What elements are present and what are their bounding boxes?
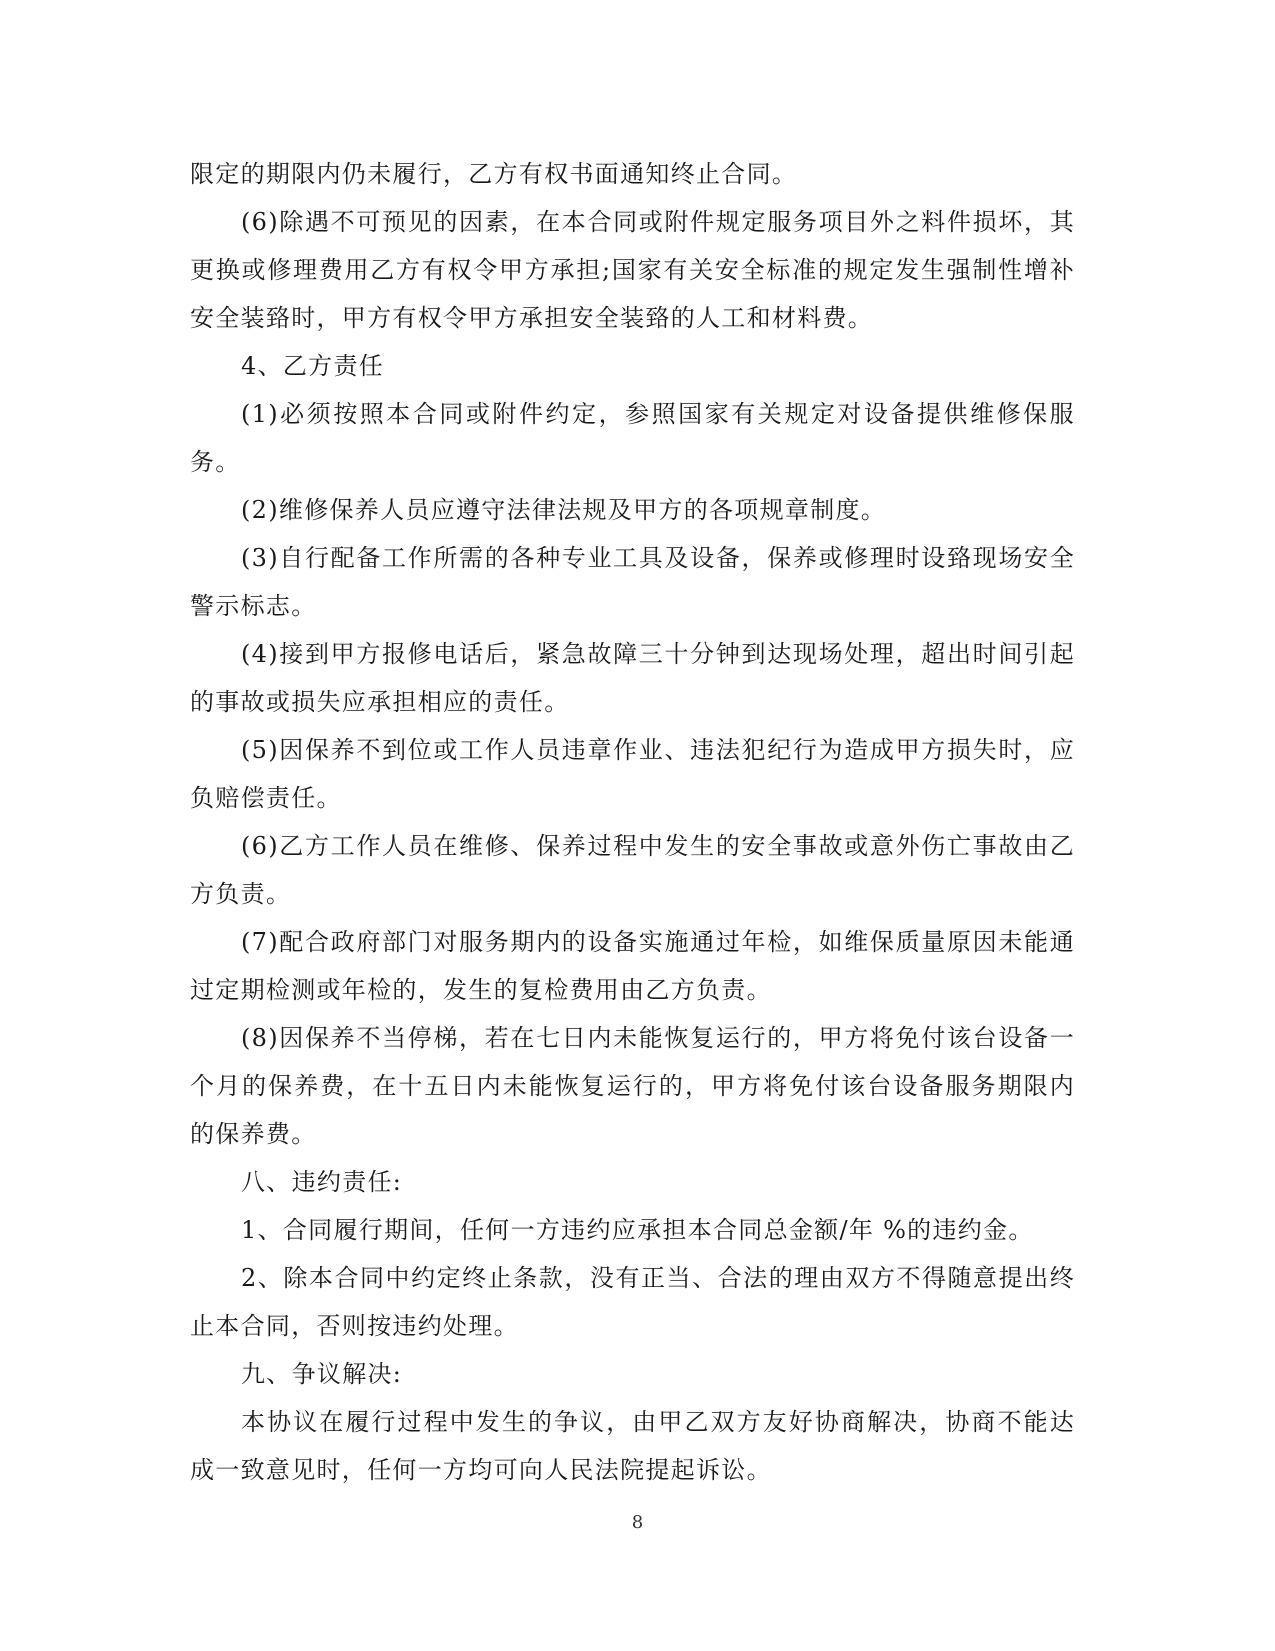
paragraph-8: (5)因保养不到位或工作人员违章作业、违法犯纪行为造成甲方损失时，应负赔偿责任。 xyxy=(190,736,1075,812)
section-heading-party-b-duties: 4、乙方责任 xyxy=(241,352,385,380)
paragraph-6: (3)自行配备工作所需的各种专业工具及设备，保养或修理时设臵现场安全警示标志。 xyxy=(190,544,1075,620)
paragraph-1: 限定的期限内仍未履行，乙方有权书面通知终止合同。 xyxy=(190,160,798,188)
paragraph-11: (8)因保养不当停梯，若在七日内未能恢复运行的，甲方将免付该台设备一个月的保养费，在十五日内未能恢复运行的，甲方将免付该台设备服务期限内的保养费。 xyxy=(190,1024,1075,1148)
paragraph-13: 1、合同履行期间，任何一方违约应承担本合同总金额/年 %的违约金。 xyxy=(241,1216,1034,1244)
section-heading-breach-liability: 八、违约责任: xyxy=(241,1168,403,1196)
document-body xyxy=(190,150,1075,1494)
paragraph-10: (7)配合政府部门对服务期内的设备实施通过年检，如维保质量原因未能通过定期检测或年检的，发生的复检费用由乙方负责。 xyxy=(190,928,1075,1004)
paragraph-14: 2、除本合同中约定终止条款，没有正当、合法的理由双方不得随意提出终止本合同，否则按违约处理。 xyxy=(190,1264,1075,1340)
paragraph-4: (1)必须按照本合同或附件约定，参照国家有关规定对设备提供维修保服务。 xyxy=(190,400,1075,476)
section-heading-dispute-resolution: 九、争议解决: xyxy=(241,1360,403,1388)
paragraph-9: (6)乙方工作人员在维修、保养过程中发生的安全事故或意外伤亡事故由乙方负责。 xyxy=(190,832,1075,908)
paragraph-2: (6)除遇不可预见的因素，在本合同或附件规定服务项目外之料件损坏，其更换或修理费用乙方有权令甲方承担;国家有关安全标准的规定发生强制性增补安全装臵时，甲方有权令甲方承担安全装臵的人工和材料费。 xyxy=(190,208,1075,332)
paragraph-7: (4)接到甲方报修电话后，紧急故障三十分钟到达现场处理，超出时间引起的事故或损失应承担相应的责任。 xyxy=(190,640,1075,716)
page-number: 8 xyxy=(631,1512,644,1533)
paragraph-5: (2)维修保养人员应遵守法律法规及甲方的各项规章制度。 xyxy=(241,496,887,524)
paragraph-16: 本协议在履行过程中发生的争议，由甲乙双方友好协商解决，协商不能达成一致意见时，任何一方均可向人民法院提起诉讼。 xyxy=(190,1408,1075,1484)
